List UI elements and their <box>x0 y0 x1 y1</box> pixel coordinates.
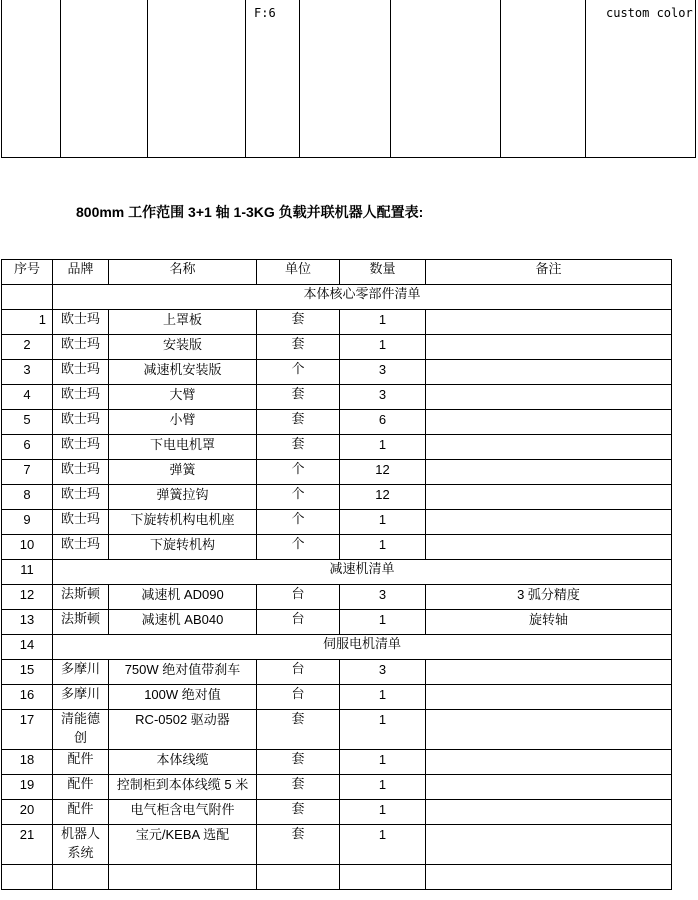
table-row <box>2 410 672 435</box>
strip-cell <box>1 0 60 158</box>
table-cell: 17 <box>2 710 53 750</box>
table-cell: RC-0502 驱动器 <box>109 710 257 750</box>
table-cell: 配件 <box>53 800 109 825</box>
table-cell: 3 <box>2 360 53 385</box>
table-cell: 大臂 <box>109 385 257 410</box>
table-cell: 下电电机罩 <box>109 435 257 460</box>
table-cell <box>426 865 672 890</box>
table-cell <box>426 825 672 865</box>
table-cell: 欧士玛 <box>53 310 109 335</box>
table-cell: 台 <box>257 660 340 685</box>
strip-cell <box>147 0 245 158</box>
table-cell: 减速机 AB040 <box>109 610 257 635</box>
color-label: custom color <box>606 6 693 20</box>
table-cell: 4 <box>2 385 53 410</box>
table-cell: 台 <box>257 585 340 610</box>
table-cell: 套 <box>257 800 340 825</box>
table-cell: 1 <box>340 710 426 750</box>
table-cell: 7 <box>2 460 53 485</box>
table-row <box>2 360 672 385</box>
strip-cell <box>60 0 147 158</box>
table-row <box>2 510 672 535</box>
header-cell: 单位 <box>257 260 340 285</box>
table-cell: 控制柜到本体线缆 5 米 <box>109 775 257 800</box>
table-cell: 宝元/KEBA 选配 <box>109 825 257 865</box>
header-cell: 品牌 <box>53 260 109 285</box>
table-cell: 法斯顿 <box>53 610 109 635</box>
table-row <box>2 610 672 635</box>
table-row <box>2 585 672 610</box>
table-cell: 1 <box>340 685 426 710</box>
table-cell: 欧士玛 <box>53 335 109 360</box>
table-cell: 机器人系统 <box>53 825 109 865</box>
table-cell: 配件 <box>53 750 109 775</box>
strip-cell <box>500 0 585 158</box>
f-label: F:6 <box>254 6 276 20</box>
table-cell: 19 <box>2 775 53 800</box>
table-cell: 1 <box>340 775 426 800</box>
table-cell: 套 <box>257 825 340 865</box>
table-cell: 3 弧分精度 <box>426 585 672 610</box>
table-cell <box>53 865 109 890</box>
strip-cell <box>299 0 390 158</box>
table-cell: 减速机 AD090 <box>109 585 257 610</box>
table-cell <box>340 865 426 890</box>
table-cell: 3 <box>340 660 426 685</box>
table-cell: 本体线缆 <box>109 750 257 775</box>
config-table <box>1 259 672 890</box>
table-cell: 个 <box>257 360 340 385</box>
table-cell: 100W 绝对值 <box>109 685 257 710</box>
table-cell: 20 <box>2 800 53 825</box>
strip-cell <box>585 0 696 158</box>
table-cell: 1 <box>340 435 426 460</box>
table-row <box>2 335 672 360</box>
table-cell <box>426 660 672 685</box>
table-cell: 法斯顿 <box>53 585 109 610</box>
table-cell: 下旋转机构电机座 <box>109 510 257 535</box>
table-cell: 3 <box>340 385 426 410</box>
table-cell <box>2 285 53 310</box>
table-cell: 11 <box>2 560 53 585</box>
table-cell <box>426 460 672 485</box>
header-cell: 名称 <box>109 260 257 285</box>
table-row <box>2 310 672 335</box>
table-cell <box>426 710 672 750</box>
table-cell: 旋转轴 <box>426 610 672 635</box>
table-cell: 12 <box>2 585 53 610</box>
table-cell <box>426 485 672 510</box>
table-cell <box>426 360 672 385</box>
table-cell: 下旋转机构 <box>109 535 257 560</box>
table-cell <box>257 865 340 890</box>
section-row <box>2 285 672 310</box>
empty-row <box>2 865 672 890</box>
table-row <box>2 460 672 485</box>
table-row <box>2 635 672 660</box>
table-cell: 13 <box>2 610 53 635</box>
table-cell: 1 <box>340 335 426 360</box>
table-row <box>2 660 672 685</box>
table-cell: 配件 <box>53 775 109 800</box>
table-row <box>2 750 672 775</box>
table-row <box>2 775 672 800</box>
table-row <box>2 825 672 865</box>
table-cell: 3 <box>340 360 426 385</box>
table-cell: 6 <box>2 435 53 460</box>
table-cell <box>426 750 672 775</box>
table-row <box>2 800 672 825</box>
table-cell: 1 <box>2 310 53 335</box>
table-cell <box>426 310 672 335</box>
table-cell: 15 <box>2 660 53 685</box>
table-row <box>2 685 672 710</box>
table-cell <box>426 775 672 800</box>
table-cell: 3 <box>340 585 426 610</box>
section-label: 伺服电机清单 <box>53 635 672 660</box>
table-cell: 个 <box>257 485 340 510</box>
table-cell: 6 <box>340 410 426 435</box>
table-cell: 欧士玛 <box>53 385 109 410</box>
table-cell: 多摩川 <box>53 685 109 710</box>
table-cell: 减速机安装版 <box>109 360 257 385</box>
table-cell <box>2 865 53 890</box>
table-cell: 安装版 <box>109 335 257 360</box>
table-cell: 弹簧拉钩 <box>109 485 257 510</box>
table-cell: 1 <box>340 750 426 775</box>
table-cell: 套 <box>257 710 340 750</box>
table-cell: 套 <box>257 750 340 775</box>
table-cell: 多摩川 <box>53 660 109 685</box>
table-cell: 21 <box>2 825 53 865</box>
table-cell: 电气柜含电气附件 <box>109 800 257 825</box>
table-cell: 1 <box>340 510 426 535</box>
table-cell: 欧士玛 <box>53 510 109 535</box>
table-cell: 欧士玛 <box>53 410 109 435</box>
strip-cell <box>390 0 500 158</box>
table-row <box>2 385 672 410</box>
table-cell: 欧士玛 <box>53 485 109 510</box>
table-cell: 1 <box>340 535 426 560</box>
table-cell <box>426 410 672 435</box>
table-cell: 1 <box>340 825 426 865</box>
table-cell: 1 <box>340 310 426 335</box>
table-cell: 9 <box>2 510 53 535</box>
section-label: 本体核心零部件清单 <box>53 285 672 310</box>
table-cell: 12 <box>340 460 426 485</box>
header-cell: 备注 <box>426 260 672 285</box>
table-row <box>2 435 672 460</box>
document-title: 800mm 工作范围 3+1 轴 1-3KG 负载并联机器人配置表: <box>76 204 424 220</box>
table-cell: 2 <box>2 335 53 360</box>
table-cell: 14 <box>2 635 53 660</box>
table-cell: 个 <box>257 460 340 485</box>
table-cell: 台 <box>257 685 340 710</box>
table-cell: 清能德创 <box>53 710 109 750</box>
table-cell <box>426 685 672 710</box>
section-label: 减速机清单 <box>53 560 672 585</box>
table-cell: 台 <box>257 610 340 635</box>
table-cell: 个 <box>257 510 340 535</box>
table-cell <box>426 800 672 825</box>
table-cell: 套 <box>257 410 340 435</box>
table-cell: 18 <box>2 750 53 775</box>
table-cell <box>426 335 672 360</box>
table-cell: 欧士玛 <box>53 535 109 560</box>
table-row <box>2 485 672 510</box>
table-cell: 5 <box>2 410 53 435</box>
table-row <box>2 710 672 750</box>
table-cell: 个 <box>257 535 340 560</box>
table-cell: 10 <box>2 535 53 560</box>
table-cell <box>109 865 257 890</box>
table-cell <box>426 435 672 460</box>
table-cell: 上罩板 <box>109 310 257 335</box>
table-cell <box>426 385 672 410</box>
table-row <box>2 535 672 560</box>
table-row <box>2 560 672 585</box>
table-cell: 弹簧 <box>109 460 257 485</box>
table-cell: 欧士玛 <box>53 360 109 385</box>
table-cell: 1 <box>340 610 426 635</box>
table-cell: 套 <box>257 385 340 410</box>
table-cell: 1 <box>340 800 426 825</box>
table-cell: 套 <box>257 775 340 800</box>
table-cell: 16 <box>2 685 53 710</box>
table-cell <box>426 510 672 535</box>
table-cell: 欧士玛 <box>53 435 109 460</box>
table-cell: 欧士玛 <box>53 460 109 485</box>
table-cell: 8 <box>2 485 53 510</box>
table-cell: 套 <box>257 335 340 360</box>
table-cell: 套 <box>257 435 340 460</box>
header-cell: 序号 <box>2 260 53 285</box>
header-cell: 数量 <box>340 260 426 285</box>
previous-table-strip <box>0 0 698 160</box>
header-row <box>2 260 672 285</box>
table-cell: 750W 绝对值带刹车 <box>109 660 257 685</box>
strip-cell <box>245 0 299 158</box>
table-cell <box>426 535 672 560</box>
table-cell: 套 <box>257 310 340 335</box>
table-cell: 12 <box>340 485 426 510</box>
table-cell: 小臂 <box>109 410 257 435</box>
